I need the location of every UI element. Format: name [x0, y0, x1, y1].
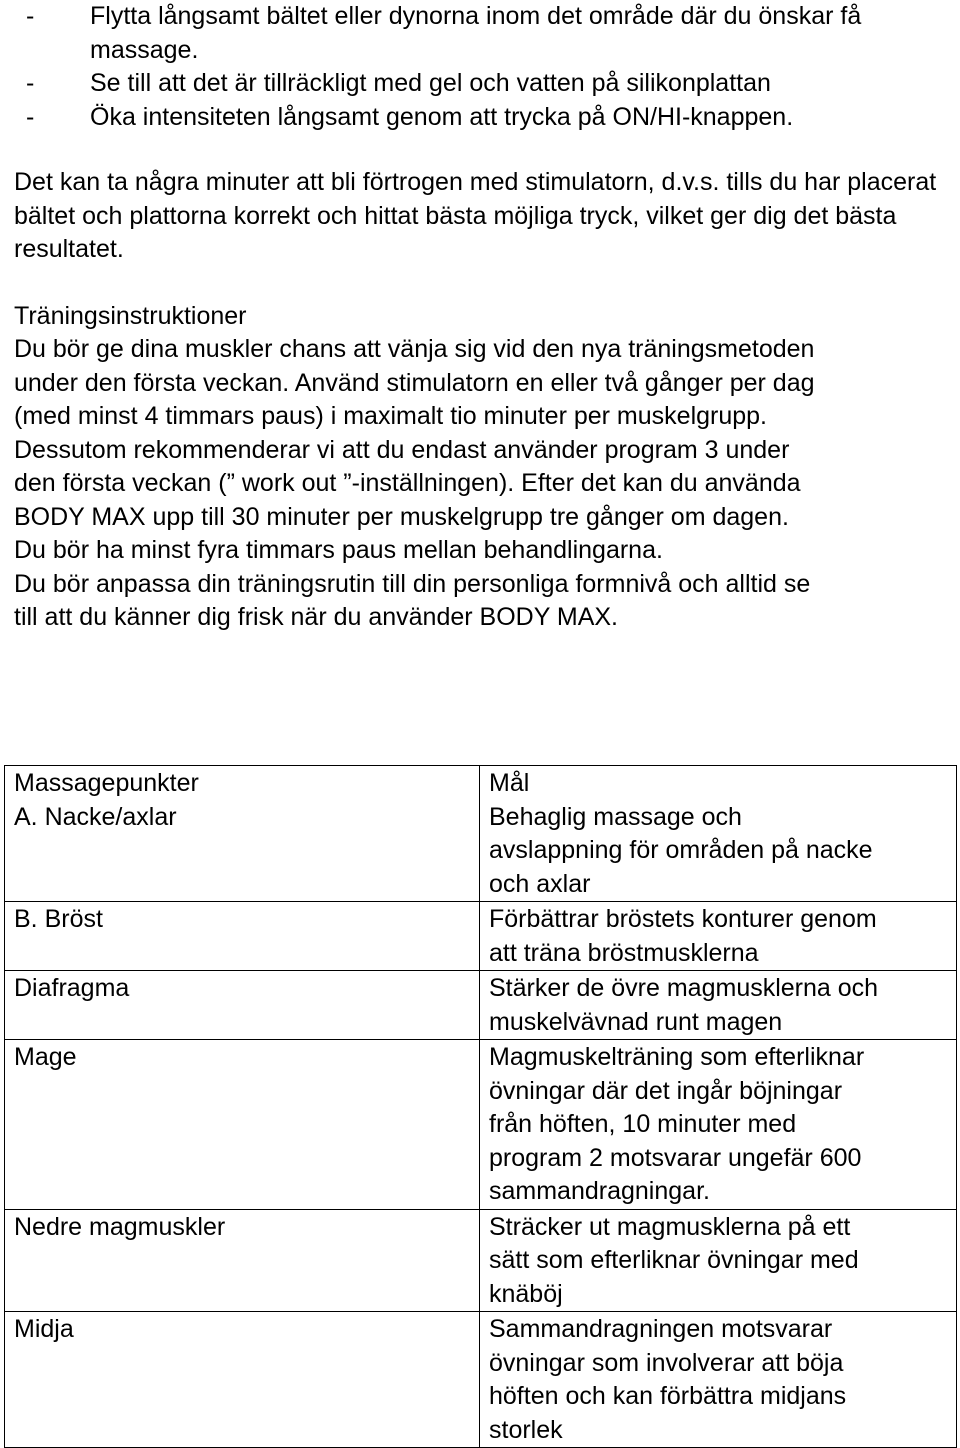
text-line: BODY MAX upp till 30 minuter per muskelgrupp tre gånger om dagen. — [14, 502, 789, 531]
table-cell-point — [5, 1040, 480, 1210]
goal-line: övningar där det ingår böjningar — [489, 1076, 843, 1105]
goal-line: Behaglig massage och — [489, 802, 742, 831]
goal-line: höften och kan förbättra midjans — [489, 1382, 847, 1410]
text-line: den första veckan (” work out ”-inställningen). Efter det kan du använda — [14, 469, 801, 497]
text-line: Du bör ha minst fyra timmars paus mellan behandlingarna. — [14, 536, 663, 564]
bullet-dash: - — [26, 69, 35, 97]
table-cell-point — [5, 902, 480, 971]
point-label: A. Nacke/axlar — [14, 802, 177, 831]
goal-line: muskelvävnad runt magen — [489, 1007, 783, 1036]
goal-line: från höften, 10 minuter med — [489, 1110, 797, 1138]
goal-line: Stärker de övre magmusklerna och — [489, 974, 879, 1002]
goal-line: avslappning för områden på nacke — [489, 836, 873, 864]
goal-line: att träna bröstmusklerna — [489, 938, 759, 967]
goal-line: Sträcker ut magmusklerna på ett — [489, 1212, 851, 1241]
point-label: Midja — [14, 1315, 74, 1343]
intro-paragraph: Det kan ta några minuter att bli förtrogen med stimulatorn, d.v.s. tills du har placerat bältet och plattorna korrekt och hittat bästa möjliga tryck, vilket ger dig det bästa resultatet. — [14, 168, 937, 263]
text-line: Dessutom rekommenderar vi att du endast använder program 3 under — [14, 435, 790, 464]
section-heading: Träningsinstruktioner — [14, 302, 247, 330]
goal-line: sammandragningar. — [489, 1177, 710, 1205]
point-label: B. Bröst — [14, 905, 103, 933]
bullet-dash: - — [26, 2, 35, 30]
table-row — [5, 1209, 957, 1312]
point-label: Diafragma — [14, 974, 130, 1002]
goal-line: övningar som involverar att böja — [489, 1348, 844, 1377]
table-cell-goal — [480, 1209, 957, 1312]
goal-line: och axlar — [489, 869, 591, 898]
bullet-dash: - — [26, 102, 35, 131]
table-row — [5, 766, 957, 902]
goal-line: Magmuskelträning som efterliknar — [489, 1043, 865, 1071]
goal-line: sätt som efterliknar övningar med — [489, 1246, 859, 1274]
list-item: - Se till att det är tillräckligt med gel och vatten på silikonplattan — [14, 67, 954, 101]
goal-line: Förbättrar bröstets konturer genom — [489, 905, 877, 933]
table-row — [5, 1312, 957, 1448]
goal-line: storlek — [489, 1415, 563, 1444]
list-item: - Flytta långsamt bältet eller dynorna inom det område där du önskar få massage. — [26, 2, 862, 64]
text-line: Du bör ge dina muskler chans att vänja sig vid den nya träningsmetoden — [14, 335, 815, 363]
text-line: Du bör anpassa din träningsrutin till din personliga formnivå och alltid se — [14, 569, 811, 598]
text-line: till att du känner dig frisk när du använder BODY MAX. — [14, 603, 619, 631]
table-cell-point — [5, 766, 480, 902]
goal-line: Sammandragningen motsvarar — [489, 1315, 833, 1343]
table-cell-goal — [480, 1312, 957, 1448]
table-row — [5, 971, 957, 1040]
table-row — [5, 902, 957, 971]
list-item: - Öka intensiteten långsamt genom att trycka på ON/HI-knappen. — [14, 101, 954, 135]
table-cell-goal — [480, 971, 957, 1040]
table-cell-point — [5, 1312, 480, 1448]
header-goal: Mål — [489, 769, 530, 797]
point-label: Nedre magmuskler — [14, 1212, 226, 1241]
table-cell-point — [5, 1209, 480, 1312]
training-paragraph — [14, 333, 954, 635]
massage-points-table — [4, 765, 957, 1448]
text-line: (med minst 4 timmars paus) i maximalt tio minuter per muskelgrupp. — [14, 402, 768, 430]
goal-line: knäböj — [489, 1279, 563, 1308]
header-massage-points: Massagepunkter — [14, 769, 199, 797]
instruction-list — [14, 0, 954, 134]
table-cell-goal — [480, 1040, 957, 1210]
table-cell-goal — [480, 766, 957, 902]
table-row — [5, 1040, 957, 1210]
table-cell-point — [5, 971, 480, 1040]
goal-line: program 2 motsvarar ungefär 600 — [489, 1143, 862, 1172]
table-cell-goal — [480, 902, 957, 971]
point-label: Mage — [14, 1043, 77, 1071]
text-line: under den första veckan. Använd stimulatorn en eller två gånger per dag — [14, 368, 815, 397]
